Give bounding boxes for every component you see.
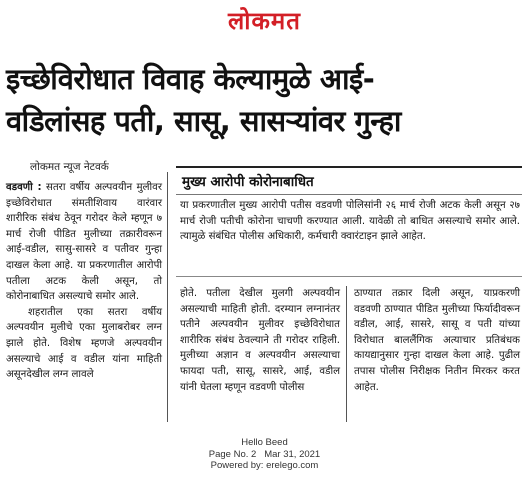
sidebar-box-bottom-rule (176, 276, 522, 277)
sidebar-box-title: मुख्य आरोपी कोरोनाबाधित (182, 174, 314, 190)
page-footer (0, 437, 529, 472)
sidebar-box-text: या प्रकरणातील मुख्य आरोपी पतीस वडवणी पोलिसांनी २६ मार्च रोजी अटक केली असून २७ मार्च रोजी पतीची कोरोना चाचणी करण्यात आली. यावेळी तो बाधित असल्याचे समोर आले. त्यामुळे संबंधित पोलीस अधिकारी, कर्मचारी क्वारंटाइन झाले आहेत. (180, 200, 520, 243)
article-column-2: होते. पतीला देखील मुलगी अल्पवयीन असल्याची माहिती होती. दरम्यान लग्नानंतर पतीने अल्पवयीन मुलीवर इच्छेविरोधात शारीरिक संबंध ठेवल्याने ती गरोदर राहिली. मुलीच्या अज्ञान व अल्पवयीन असल्याचा फायदा पती, सासू, सासरे, आई, वडील यांनी घेतला म्हणून वडवणी पोलीस (180, 288, 340, 393)
article-column-1 (6, 180, 162, 383)
masthead-logo: लोकमत (228, 7, 301, 35)
dateline: वडवणी : (6, 182, 42, 193)
footer-edition: Hello Beed (241, 437, 288, 448)
headline-line-2: वडिलांसह पती, सासू, सासऱ्यांवर गुन्हा (6, 104, 401, 138)
footer-powered-by: Powered by: erelego.com (210, 460, 319, 471)
column-1-paragraph-2: शहरातील एका सतरा वर्षीय अल्पवयीन मुलीचे एका मुलाबरोबर लग्न झाले होते. विशेष म्हणजे अल्पवयीन असल्याचे आई व वडील यांना माहिती असूनदेखील लग्न लावले (6, 306, 162, 381)
column-divider-2 (346, 286, 347, 422)
headline-line-1: इच्छेविरोधात विवाह केल्यामुळे आई- (6, 62, 375, 96)
article-headline (6, 58, 526, 142)
byline: लोकमत न्यूज नेटवर्क (30, 161, 109, 173)
article-column-3: ठाण्यात तक्रार दिली असून, याप्रकरणी वडवणी ठाण्यात पीडित मुलीच्या फिर्यादीवरून वडील, आई, सासरे, सासू व पती यांच्या विरोधात बाललैंगिक अत्याचार प्रतिबंधक कायद्यानुसार गुन्हा दाखल केला आहे. पुढील तपास पोलीस निरीक्षक नितीन मिरकर करत आहेत. (354, 288, 520, 393)
column-1-paragraph-1: सतरा वर्षीय अल्पवयीन मुलीवर इच्छेविरोधात संमतीशिवाय वारंवार शारीरिक संबंध ठेवून गरोदर केले म्हणून ७ मार्च रोजी पीडित मुलीच्या तक्रारीवरून आई-वडील, सासु-सासरे व पतीवर गुन्हा दाखल केला आहे. या प्रकरणातील आरोपी पतीला अटक केली असून, तो कोरोनाबाधित असल्याचे समोर आले. (6, 182, 162, 303)
footer-page-date: Page No. 2 Mar 31, 2021 (208, 448, 321, 460)
column-divider-1 (167, 172, 168, 422)
